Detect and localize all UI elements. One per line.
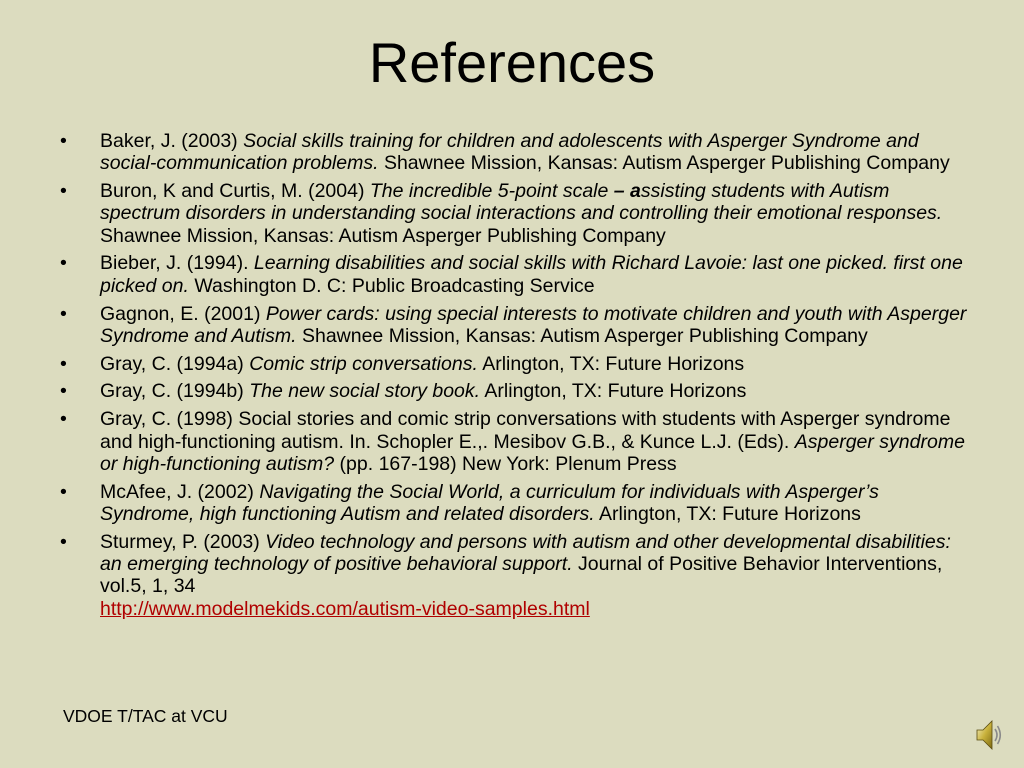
ref-title: Navigating the Social World, a curriculum for individuals with Asperger’s Syndrome, high functioning Autism and related disorders. [100,480,879,525]
list-item [58,353,973,375]
speaker-icon-graphic [975,718,1003,752]
ref-publisher: Washington D. C: Public Broadcasting Service [188,274,595,297]
slide-title: References [368,31,656,94]
ref-publisher: Arlington, TX: Future Horizons [480,380,747,403]
ref-author: Sturmey, P. (2003) [100,530,266,553]
ref-author: Bieber, J. (1994). [100,252,254,275]
ref-author: Buron, K and Curtis, M. (2004) [100,180,370,203]
ref-title: The incredible 5-point scale [369,180,609,203]
ref-title: Comic strip conversations. [249,352,478,375]
ref-publisher: (pp. 167-198) New York: Plenum Press [334,452,677,475]
ref-author: Gray, C. (1994b) [100,380,250,403]
ref-author: McAfee, J. (2002) [100,480,260,503]
ref-title: Asperger syndrome or high-functioning autism? [100,430,965,475]
ref-title: Social skills training for children and adolescents with Asperger Syndrome and social-communication problems. [100,130,919,175]
ref-author: Gray, C. (1998) Social stories and comic strip conversations with students with Asperger syndrome and high-functioning autism. In. Schopler E.,. Mesibov G.B., & Kunce L.J. (Eds). [100,408,951,453]
list-item [58,252,973,297]
speaker-icon[interactable] [975,718,1003,752]
footer-text: VDOE T/TAC at VCU [63,706,228,726]
ref-publisher: Arlington, TX: Future Horizons [477,352,745,375]
references-list [58,130,973,625]
list-item [58,481,973,526]
list-item [58,531,973,620]
list-item [58,380,973,402]
ref-publisher: Shawnee Mission, Kansas: Autism Asperger Publishing Company [296,324,868,347]
ref-author: Gray, C. (1994a) [100,352,250,375]
video-samples-link[interactable]: http://www.modelmekids.com/autism-video-samples.html [100,597,590,620]
ref-author: Baker, J. (2003) [100,130,244,152]
ref-title: Learning disabilities and social skills with Richard Lavoie: last one picked. first one picked on. [100,252,963,297]
ref-title-bold: – a [608,180,641,203]
list-item [58,303,973,348]
ref-title-cont: ssisting students with Autism spectrum disorders in understanding social interactions and controlling their emotional responses. [100,180,943,225]
ref-author: Gagnon, E. (2001) [100,302,266,325]
list-item [58,180,973,247]
list-item [58,408,973,475]
ref-publisher: Shawnee Mission, Kansas: Autism Asperger Publishing Company [378,152,950,175]
ref-title: Power cards: using special interests to motivate children and youth with Asperger Syndrome and Autism. [100,302,967,347]
ref-publisher: Shawnee Mission, Kansas: Autism Asperger Publishing Company [100,224,666,247]
ref-publisher: Journal of Positive Behavior Interventions, vol.5, 1, 34 [100,553,943,598]
list-item [58,130,973,175]
ref-title: The new social story book. [249,380,481,403]
ref-publisher: Arlington, TX: Future Horizons [594,502,861,525]
ref-title: Video technology and persons with autism and other developmental disabilities: an emerging technology of positive behavioral support. [100,530,951,576]
